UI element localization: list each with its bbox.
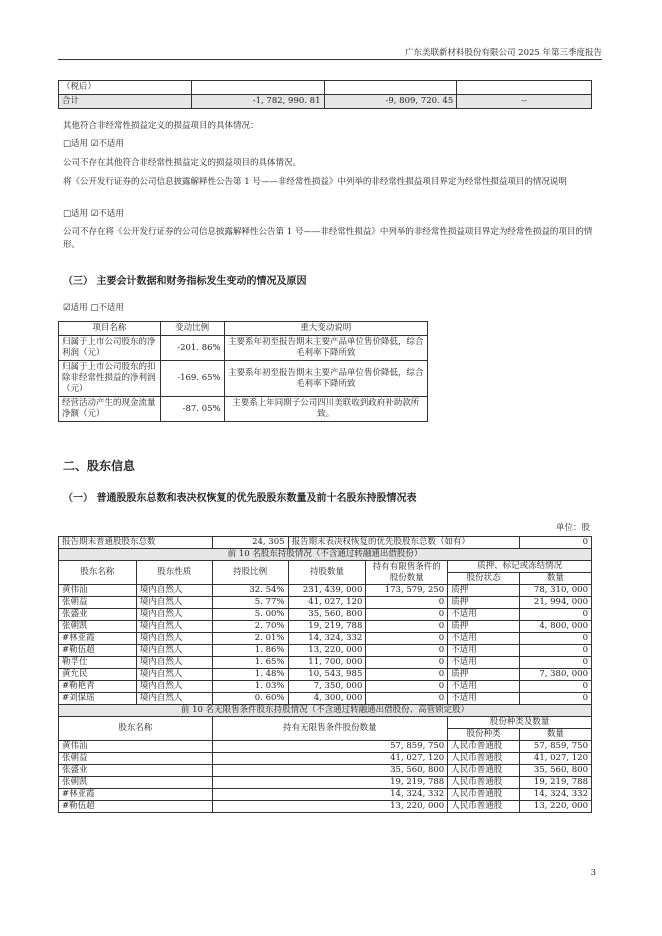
table-header: 股东名称 股东性质 持股比例 持股数量 持有有限售条件的股份数量 质押、标记或冻结情况 bbox=[59, 561, 592, 573]
row-label: 合计 bbox=[59, 95, 192, 109]
table-row: #刘保瑶 境内自然人 0. 60% 4, 300, 000 0 不适用 0 bbox=[59, 693, 592, 705]
report-title: 广东美联新材料股份有限公司 2025 年第三季度报告 bbox=[404, 48, 602, 58]
applicable-checkbox-line: □适用 ☑不适用 bbox=[63, 139, 124, 149]
table-row-total bbox=[59, 95, 592, 109]
table-row: #勒伍超 境内自然人 1. 86% 13, 220, 000 0 不适用 0 bbox=[59, 645, 592, 657]
table-row: 经营活动产生的现金流量净额（元） -87. 05% 主要系上年同期子公司四川美联收到政府补助款所致。 bbox=[59, 397, 428, 422]
table-header: 项目名称 变动比例 重大变动说明 bbox=[59, 322, 428, 336]
table-row: 张朝益 41, 027, 120 人民币普通股 41, 027, 120 bbox=[59, 753, 592, 765]
applicable-checkbox-line: □适用 ☑不适用 bbox=[63, 209, 124, 219]
table-row: 归属于上市公司股东的净利润（元） -201. 86% 主要系年初至报告期末主要产品单位售价降低，综合毛利率下降所致 bbox=[59, 336, 428, 361]
table-header: 股份状态 数量 bbox=[59, 573, 592, 585]
table-row: 归属于上市公司股东的扣除非经常性损益的净利润（元） -169. 65% 主要系年初至报告期末主要产品单位售价降低，综合毛利率下降所致 bbox=[59, 361, 428, 397]
applicable-checkbox-line: ☑适用 □不适用 bbox=[63, 303, 124, 313]
paragraph: 公司不存在其他符合非经常性损益定义的损益项目的具体情况。 bbox=[63, 158, 302, 168]
table-header: 股份种类 数量 bbox=[59, 729, 592, 741]
table-row: #林亚霞 境内自然人 2. 01% 14, 324, 332 0 不适用 0 bbox=[59, 633, 592, 645]
table-row: #林亚霞 14, 324, 332 人民币普通股 14, 324, 332 bbox=[59, 789, 592, 801]
shareholders-table bbox=[58, 536, 592, 813]
total-note: -- bbox=[457, 95, 592, 109]
top10-rows bbox=[59, 585, 592, 705]
page-number: 3 bbox=[590, 868, 596, 878]
table-row: 勒孚仕 境内自然人 1. 65% 11, 700, 000 0 不适用 0 bbox=[59, 657, 592, 669]
table-row: #勒伍超 13, 220, 000 人民币普通股 13, 220, 000 bbox=[59, 801, 592, 813]
page-header bbox=[58, 46, 602, 60]
table-row: 张盛业 35, 560, 800 人民币普通股 35, 560, 800 bbox=[59, 765, 592, 777]
unit-label: 单位：股 bbox=[555, 523, 590, 533]
section-heading: 二、股东信息 bbox=[63, 459, 136, 473]
table-row: 黄伟汕 57, 859, 750 人民币普通股 57, 859, 750 bbox=[59, 741, 592, 753]
table-section-title: 前 10 名股东持股情况（不含通过转融通出借股份） bbox=[59, 549, 592, 561]
paragraph: 其他符合非经常性损益定义的损益项目的具体情况： bbox=[63, 121, 259, 131]
total-current: -1, 782, 990. 81 bbox=[191, 95, 324, 109]
table-row: 黄伟汕 境内自然人 32. 54% 231, 439, 000 173, 579, 250 质押 78, 310, 000 bbox=[59, 585, 592, 597]
section-heading: （三） 主要会计数据和财务指标发生变动的情况及原因 bbox=[63, 276, 307, 287]
total-ytd: -9, 809, 720. 45 bbox=[324, 95, 457, 109]
paragraph: 公司不存在将《公开发行证券的公司信息披露解释性公告第 1 号——非经常性损益》中列举的非经常性损益项目界定为经常性损益的项目的情形。 bbox=[63, 227, 593, 250]
table-row bbox=[59, 81, 592, 95]
total-shareholders: 24, 305 bbox=[212, 537, 288, 549]
unrestricted-rows bbox=[59, 741, 592, 813]
row-label: （税后） bbox=[59, 81, 192, 95]
change-reasons-table bbox=[58, 321, 428, 422]
table-row: #勒艳青 境内自然人 1. 03% 7, 350, 000 0 不适用 0 bbox=[59, 681, 592, 693]
table-header: 股东名称 持有无限售条件股份数量 股份种类及数量 bbox=[59, 717, 592, 729]
table-row: 报告期末普通股股东总数 24, 305 报告期末表决权恢复的优先股股东总数（如有） 0 bbox=[59, 537, 592, 549]
table-row: 张朝益 境内自然人 5. 77% 41, 027, 120 0 质押 21, 994, 000 bbox=[59, 597, 592, 609]
table-row: 黄允民 境内自然人 1. 48% 10, 543, 985 0 质押 7, 380, 000 bbox=[59, 669, 592, 681]
non-recurring-loss-table bbox=[58, 80, 592, 109]
subsection-heading: （一） 普通股股东总数和表决权恢复的优先股股东数量及前十名股东持股情况表 bbox=[63, 493, 417, 504]
table-row: 张朝凯 境内自然人 2. 70% 19, 219, 788 0 质押 4, 800, 000 bbox=[59, 621, 592, 633]
table-row: 张朝凯 19, 219, 788 人民币普通股 19, 219, 788 bbox=[59, 777, 592, 789]
table-row: 张盛业 境内自然人 5. 00% 35, 560, 800 0 不适用 0 bbox=[59, 609, 592, 621]
paragraph: 将《公开发行证券的公司信息披露解释性公告第 1 号——非经常性损益》中列举的非经常性损益项目界定为经常性损益项目的情况说明 bbox=[63, 177, 567, 187]
table-section-title: 前 10 名无限售条件股东持股情况（不含通过转融通出借股份、高管锁定股） bbox=[59, 705, 592, 717]
